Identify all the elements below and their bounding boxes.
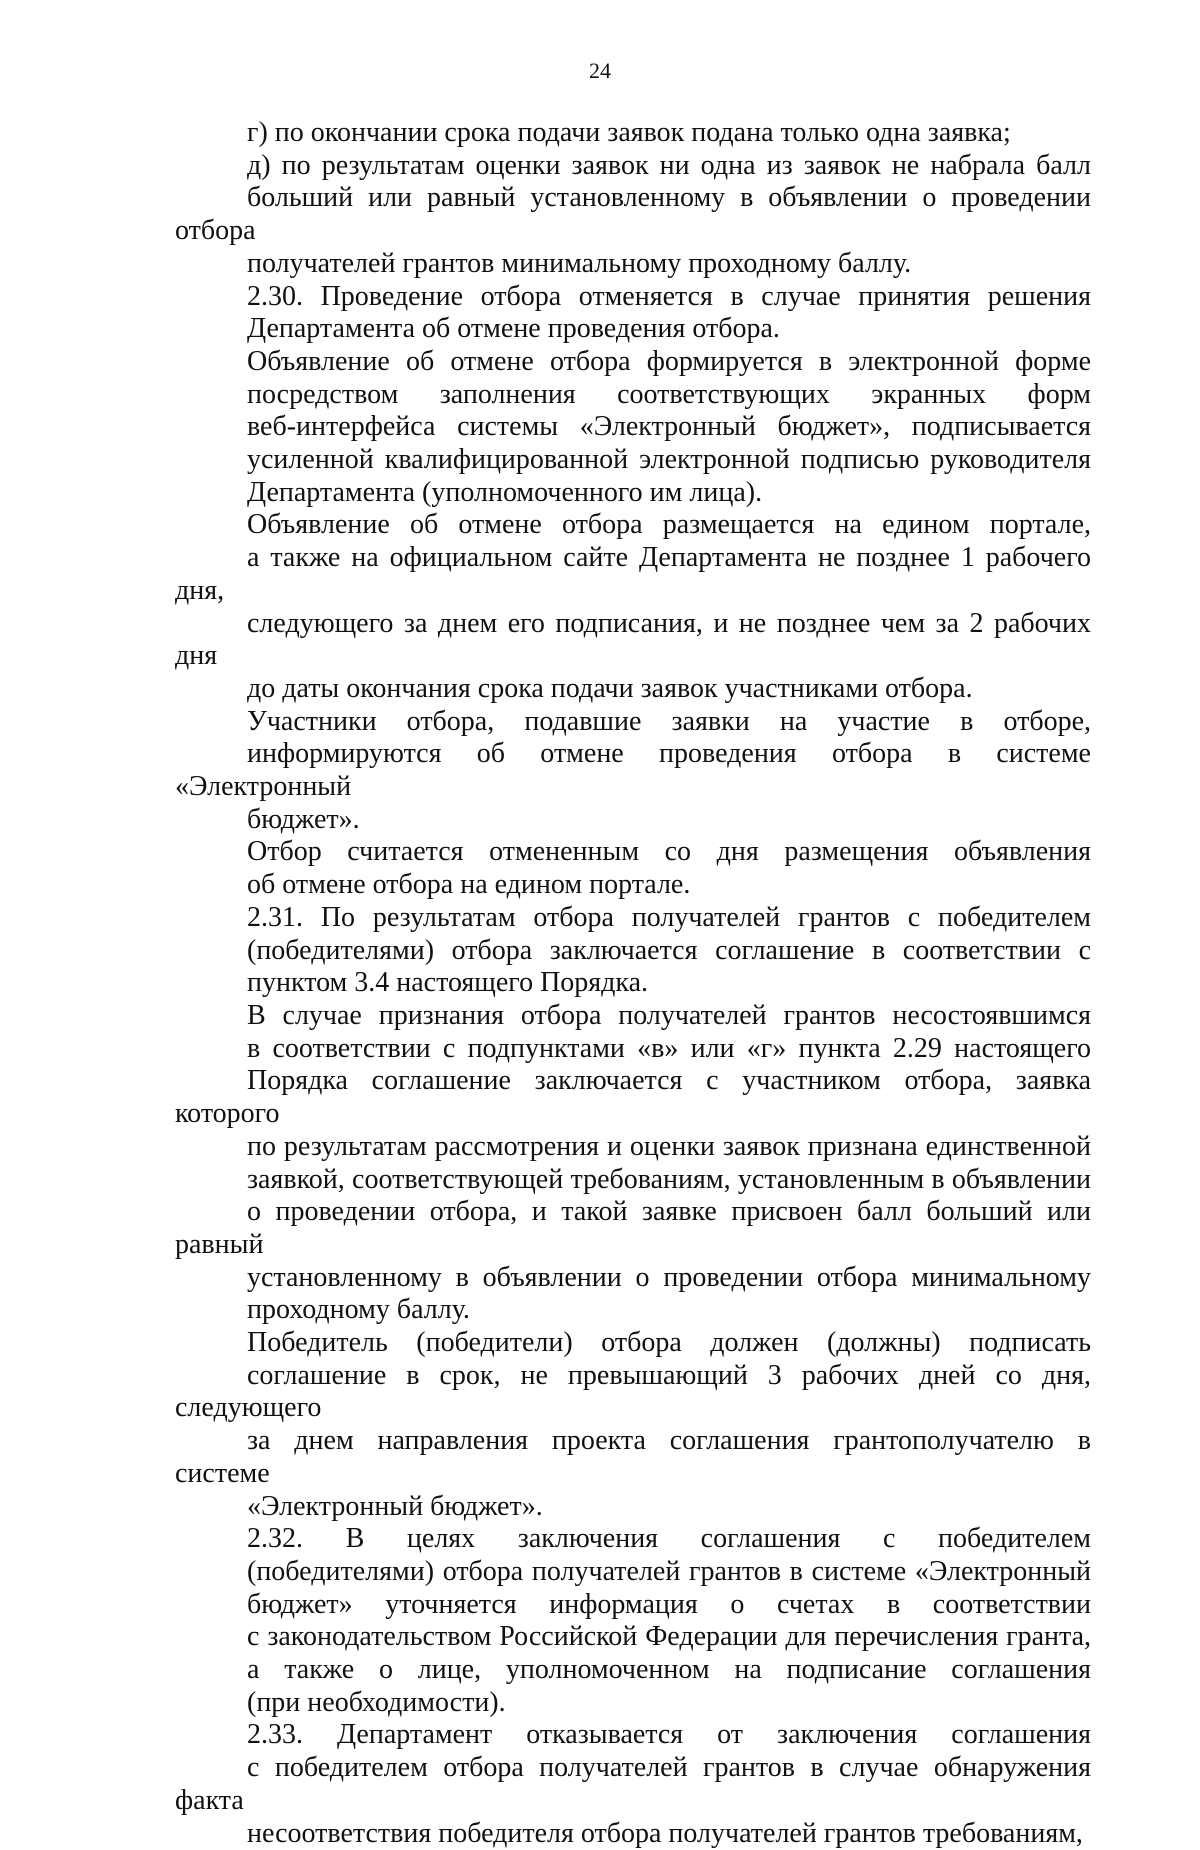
text-line: проходному баллу. <box>247 1294 470 1326</box>
text-line: веб-интерфейса системы «Электронный бюджет», подписывается <box>247 411 1091 443</box>
text-line: об отмене отбора на едином портале. <box>247 869 691 901</box>
text-line: с законодательством Российской Федерации для перечисления гранта, <box>247 1621 1091 1653</box>
text-line: пунктом 3.4 настоящего Порядка. <box>247 967 649 999</box>
text-line: бюджет» уточняется информация о счетах в соответствии <box>247 1588 1091 1620</box>
text-line: несоответствия победителя отбора получателей грантов требованиям, <box>247 1817 1083 1849</box>
text-line: бюджет». <box>247 803 360 835</box>
text-line: г) по окончании срока подачи заявок подана только одна заявка; <box>247 117 1011 148</box>
paragraph <box>175 117 1091 150</box>
text-line: Объявление об отмене отбора формируется в электронной форме <box>247 345 1091 377</box>
text-line: с победителем отбора получателей грантов в случае обнаружения факта <box>175 1752 1091 1816</box>
text-line: за днем направления проекта соглашения грантополучателю в системе <box>175 1425 1091 1489</box>
text-line: установленному в объявлении о проведении отбора минимальному <box>247 1261 1091 1293</box>
text-line: о проведении отбора, и такой заявке присвоен балл больший или равный <box>175 1196 1091 1260</box>
text-line: 2.30. Проведение отбора отменяется в случае принятия решения <box>247 280 1091 312</box>
text-line: больший или равный установленному в объявлении о проведении отбора <box>175 182 1091 247</box>
text-line: 2.31. По результатам отбора получателей грантов с победителем <box>247 901 1091 933</box>
paragraph <box>175 150 1091 281</box>
text-line: д) по результатам оценки заявок ни одна из заявок не набрала балл <box>247 149 1091 181</box>
text-line: 2.32. В целях заключения соглашения с победителем <box>247 1523 1091 1555</box>
text-line: Департамента (уполномоченного им лица). <box>247 476 763 508</box>
text-line: Участники отбора, подавшие заявки на участие в отборе, <box>247 705 1091 737</box>
text-line: Отбор считается отмененным со дня размещения объявления <box>247 836 1091 868</box>
text-line: посредством заполнения соответствующих экранных форм <box>247 378 1091 410</box>
paragraph <box>175 706 1091 837</box>
text-line: заявкой, соответствующей требованиям, установленным в объявлении <box>247 1163 1091 1195</box>
paragraph <box>175 1719 1091 1850</box>
text-line: (при необходимости). <box>247 1686 506 1718</box>
paragraph <box>175 1327 1091 1523</box>
paragraph <box>175 346 1091 510</box>
text-line: а также о лице, уполномоченном на подписание соглашения <box>247 1654 1091 1686</box>
text-line: Порядка соглашение заключается с участником отбора, заявка которого <box>175 1065 1091 1130</box>
text-line: (победителями) отбора заключается соглашение в соответствии с <box>247 934 1091 966</box>
page-number: 24 <box>589 58 611 83</box>
text-line: до даты окончания срока подачи заявок участниками отбора. <box>247 672 973 704</box>
text-line: Департамента об отмене проведения отбора. <box>247 313 780 345</box>
paragraph <box>175 1523 1091 1719</box>
text-line: получателей грантов минимальному проходному баллу. <box>247 247 912 279</box>
paragraph <box>175 509 1091 705</box>
text-line: «Электронный бюджет». <box>247 1490 543 1522</box>
text-line: Объявление об отмене отбора размещается на едином портале, <box>247 509 1091 541</box>
text-line: В случае признания отбора получателей грантов несостоявшимся <box>247 999 1091 1031</box>
text-line: следующего за днем его подписания, и не позднее чем за 2 рабочих дня <box>175 607 1091 672</box>
text-line: Победитель (победители) отбора должен (должны) подписать <box>247 1327 1091 1359</box>
paragraph <box>175 281 1091 346</box>
text-line: (победителями) отбора получателей грантов в системе «Электронный <box>247 1555 1091 1587</box>
paragraph <box>175 1000 1091 1327</box>
text-line: а также на официальном сайте Департамента не позднее 1 рабочего дня, <box>175 542 1091 606</box>
text-line: по результатам рассмотрения и оценки заявок признана единственной <box>247 1130 1091 1162</box>
paragraph <box>175 902 1091 1000</box>
paragraph <box>175 836 1091 901</box>
document-body <box>175 117 1091 1850</box>
text-line: информируются об отмене проведения отбора в системе «Электронный <box>175 738 1091 803</box>
text-line: 2.33. Департамент отказывается от заключения соглашения <box>247 1719 1091 1751</box>
text-line: в соответствии с подпунктами «в» или «г» пункта 2.29 настоящего <box>247 1032 1091 1064</box>
text-line: соглашение в срок, не превышающий 3 рабочих дней со дня, следующего <box>175 1359 1091 1424</box>
text-line: усиленной квалифицированной электронной подписью руководителя <box>247 444 1091 476</box>
